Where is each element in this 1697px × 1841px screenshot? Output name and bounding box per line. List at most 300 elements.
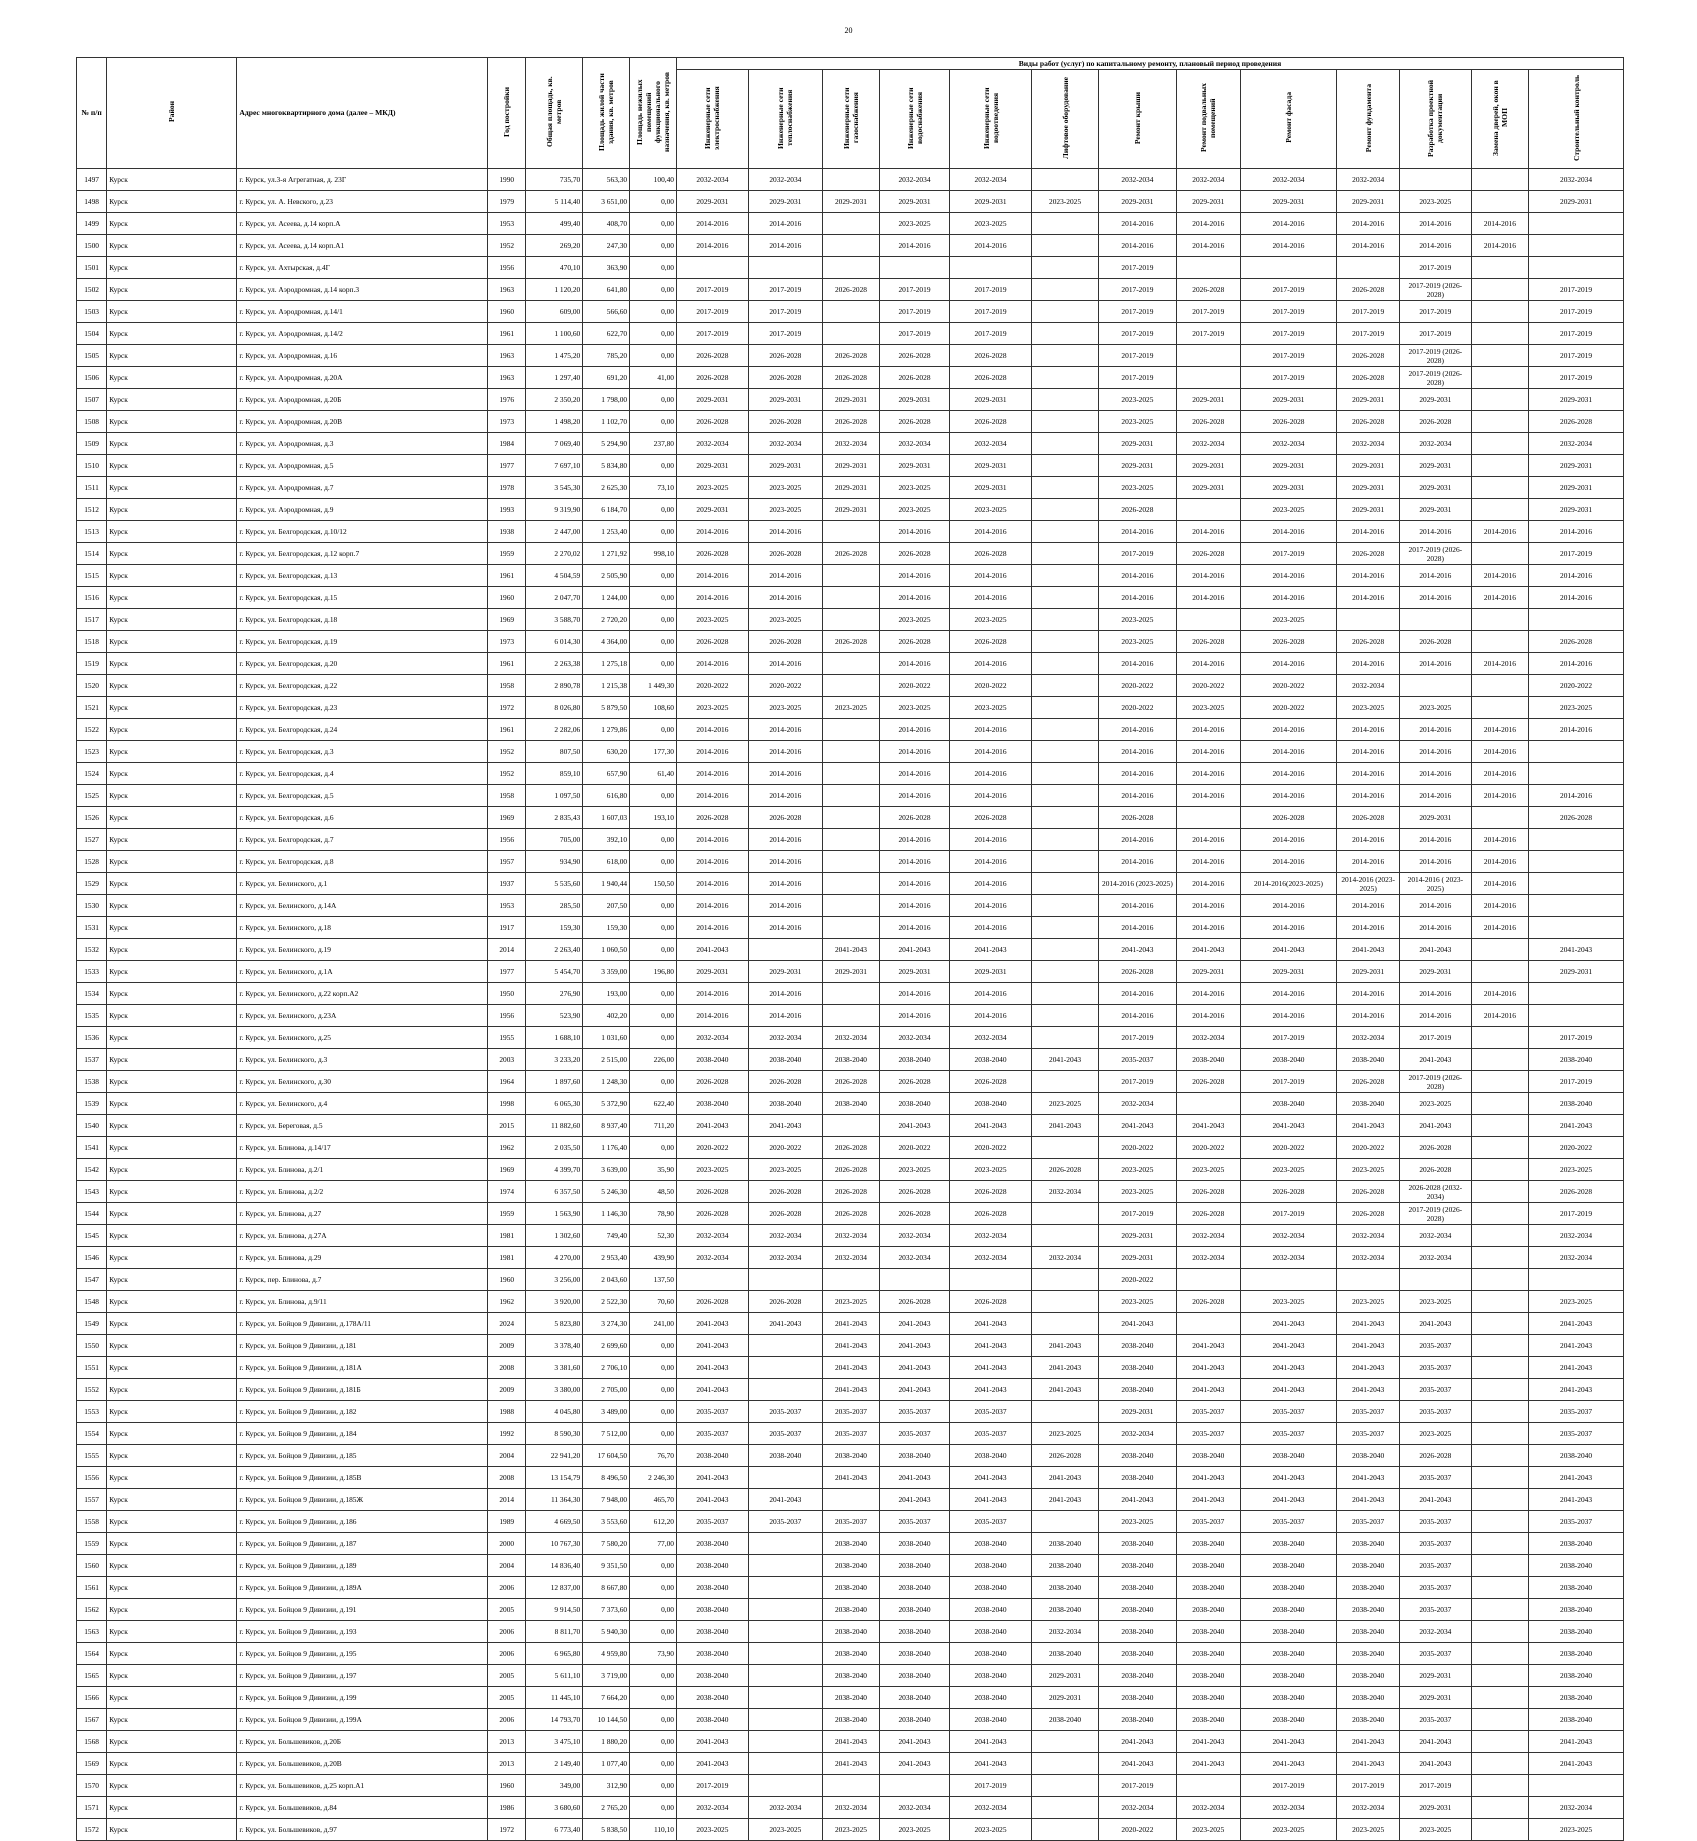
- table-cell: 2017-2019: [748, 301, 822, 323]
- table-cell: [822, 653, 879, 675]
- table-cell: 2029-2031: [1032, 1687, 1099, 1709]
- table-cell: 2026-2028: [822, 543, 879, 565]
- table-cell: [1471, 477, 1528, 499]
- table-cell: 1962: [488, 1137, 526, 1159]
- table-cell: 2038-2040: [1240, 1577, 1337, 1599]
- table-cell: 2038-2040: [1529, 1049, 1624, 1071]
- table-row: [77, 1445, 1624, 1467]
- table-cell: 2026-2028: [1240, 807, 1337, 829]
- table-cell: [1032, 169, 1099, 191]
- table-cell: [822, 741, 879, 763]
- table-cell: Курск: [107, 389, 237, 411]
- table-cell: 2 625,30: [583, 477, 630, 499]
- table-cell: 12 837,00: [525, 1577, 582, 1599]
- table-cell: 2029-2031: [1177, 477, 1241, 499]
- table-cell: 1528: [77, 851, 107, 873]
- table-cell: 2032-2034: [1399, 433, 1471, 455]
- table-cell: 0,00: [630, 1401, 677, 1423]
- table-cell: 1 302,60: [525, 1225, 582, 1247]
- table-cell: 2032-2034: [1240, 1797, 1337, 1819]
- table-cell: 2032-2034: [1337, 433, 1400, 455]
- table-row: [77, 1687, 1624, 1709]
- table-cell: 2041-2043: [1032, 1489, 1099, 1511]
- table-cell: [1529, 983, 1624, 1005]
- table-cell: [1032, 389, 1099, 411]
- table-cell: 2014-2016: [1399, 235, 1471, 257]
- table-cell: г. Курск, ул. Береговая, д.5: [237, 1115, 488, 1137]
- table-cell: 408,70: [583, 213, 630, 235]
- table-cell: [1032, 961, 1099, 983]
- table-cell: 2020-2022: [1529, 675, 1624, 697]
- table-cell: 1503: [77, 301, 107, 323]
- table-cell: 2014-2016: [1471, 1005, 1528, 1027]
- table-cell: 2029-2031: [880, 455, 950, 477]
- table-cell: 276,90: [525, 983, 582, 1005]
- table-cell: 2041-2043: [1529, 1489, 1624, 1511]
- table-cell: 2000: [488, 1533, 526, 1555]
- table-cell: 1536: [77, 1027, 107, 1049]
- table-cell: [1032, 1269, 1099, 1291]
- table-cell: г. Курск, ул. Аэродромная, д.14/2: [237, 323, 488, 345]
- table-cell: [1032, 1753, 1099, 1775]
- table-cell: 2032-2034: [1337, 1797, 1400, 1819]
- table-cell: 1 120,20: [525, 279, 582, 301]
- table-cell: 1986: [488, 1797, 526, 1819]
- table-cell: 2038-2040: [748, 1445, 822, 1467]
- table-cell: 2014-2016: [1240, 763, 1337, 785]
- table-cell: г. Курск, ул. Белгородская, д.20: [237, 653, 488, 675]
- table-cell: 2014-2016: [748, 1005, 822, 1027]
- table-cell: 622,40: [630, 1093, 677, 1115]
- table-cell: 2041-2043: [1098, 1115, 1176, 1137]
- table-cell: 2017-2019: [880, 279, 950, 301]
- table-cell: 1963: [488, 345, 526, 367]
- table-cell: 2032-2034: [677, 1247, 749, 1269]
- table-cell: [822, 235, 879, 257]
- table-cell: г. Курск, ул. Бойцов 9 Дивизии, д.195: [237, 1643, 488, 1665]
- table-cell: [748, 1357, 822, 1379]
- table-cell: [1471, 1687, 1528, 1709]
- table-cell: 711,20: [630, 1115, 677, 1137]
- table-cell: 2035-2037: [1529, 1423, 1624, 1445]
- table-cell: 2038-2040: [1529, 1665, 1624, 1687]
- table-cell: 2026-2028: [1337, 345, 1400, 367]
- table-cell: 1960: [488, 1269, 526, 1291]
- table-cell: 1561: [77, 1577, 107, 1599]
- table-cell: 2 706,10: [583, 1357, 630, 1379]
- table-cell: 2014-2016: [1098, 851, 1176, 873]
- table-cell: г. Курск, ул. Белинского, д.3: [237, 1049, 488, 1071]
- table-cell: 2035-2037: [1529, 1511, 1624, 1533]
- table-cell: 2014-2016: [1240, 983, 1337, 1005]
- table-cell: 4 669,50: [525, 1511, 582, 1533]
- table-cell: Курск: [107, 257, 237, 279]
- table-cell: 2041-2043: [1529, 939, 1624, 961]
- table-row: [77, 895, 1624, 917]
- table-cell: 2029-2031: [1177, 389, 1241, 411]
- table-cell: 2020-2022: [1098, 675, 1176, 697]
- table-cell: 2038-2040: [1098, 1467, 1176, 1489]
- table-cell: [1399, 609, 1471, 631]
- table-cell: 312,90: [583, 1775, 630, 1797]
- table-cell: 14 836,40: [525, 1555, 582, 1577]
- table-cell: 8 667,80: [583, 1577, 630, 1599]
- table-cell: 2014-2016: [1529, 587, 1624, 609]
- table-cell: 2041-2043: [1399, 1731, 1471, 1753]
- table-row: [77, 1665, 1624, 1687]
- table-cell: 465,70: [630, 1489, 677, 1511]
- table-cell: 2014-2016: [1337, 235, 1400, 257]
- table-cell: 2041-2043: [1240, 1753, 1337, 1775]
- table-cell: 2038-2040: [1337, 1445, 1400, 1467]
- table-cell: 2014-2016: [1471, 213, 1528, 235]
- table-cell: [748, 1731, 822, 1753]
- table-cell: Курск: [107, 1203, 237, 1225]
- table-cell: 2014-2016: [1240, 895, 1337, 917]
- table-row: [77, 1093, 1624, 1115]
- table-row: [77, 213, 1624, 235]
- table-cell: 2014-2016: [1471, 719, 1528, 741]
- table-cell: 2014-2016: [677, 1005, 749, 1027]
- table-cell: 2029-2031: [748, 389, 822, 411]
- table-cell: 1960: [488, 1775, 526, 1797]
- table-cell: 2014-2016: [1529, 653, 1624, 675]
- table-cell: 2017-2019: [1529, 279, 1624, 301]
- table-cell: 630,20: [583, 741, 630, 763]
- table-cell: 2014-2016: [880, 763, 950, 785]
- table-cell: 2038-2040: [1529, 1621, 1624, 1643]
- table-cell: Курск: [107, 1093, 237, 1115]
- table-row: [77, 1577, 1624, 1599]
- table-cell: 3 920,00: [525, 1291, 582, 1313]
- table-cell: 2014-2016: [1240, 653, 1337, 675]
- table-cell: 2014-2016: [1177, 917, 1241, 939]
- table-cell: 1972: [488, 1819, 526, 1841]
- table-cell: 2014-2016: [880, 851, 950, 873]
- table-cell: 2038-2040: [822, 1577, 879, 1599]
- table-cell: [822, 983, 879, 1005]
- table-cell: [1471, 1203, 1528, 1225]
- table-cell: 2013: [488, 1753, 526, 1775]
- table-cell: 2014-2016: [1529, 521, 1624, 543]
- table-cell: [1471, 367, 1528, 389]
- table-cell: 2035-2037: [748, 1423, 822, 1445]
- table-cell: [1032, 873, 1099, 895]
- table-cell: 6 184,70: [583, 499, 630, 521]
- table-cell: 2035-2037: [1399, 1533, 1471, 1555]
- table-cell: 470,10: [525, 257, 582, 279]
- col-header: Площадь жилой части здания, кв. метров: [597, 72, 616, 151]
- table-cell: 1542: [77, 1159, 107, 1181]
- table-cell: Курск: [107, 587, 237, 609]
- table-cell: 1531: [77, 917, 107, 939]
- table-row: [77, 829, 1624, 851]
- table-cell: [1032, 499, 1099, 521]
- table-cell: 2026-2028: [949, 1071, 1031, 1093]
- table-cell: [949, 1269, 1031, 1291]
- table-cell: 1953: [488, 213, 526, 235]
- table-cell: 2026-2028: [677, 1291, 749, 1313]
- table-cell: 2029-2031: [822, 477, 879, 499]
- table-cell: 2014-2016: [1177, 741, 1241, 763]
- table-cell: 2017-2019: [1399, 257, 1471, 279]
- table-cell: 0,00: [630, 1137, 677, 1159]
- table-cell: г. Курск, ул. Белинского, д.1А: [237, 961, 488, 983]
- table-cell: [1032, 1401, 1099, 1423]
- table-cell: 2014-2016: [1337, 741, 1400, 763]
- table-cell: 2014-2016: [880, 873, 950, 895]
- table-cell: [1337, 1269, 1400, 1291]
- table-cell: 1 271,92: [583, 543, 630, 565]
- table-cell: г. Курск, ул. Асеева, д.14 корп.А1: [237, 235, 488, 257]
- table-cell: г. Курск, ул. А. Невского, д.23: [237, 191, 488, 213]
- table-cell: г. Курск, ул. Бойцов 9 Дивизии, д.199: [237, 1687, 488, 1709]
- table-cell: г. Курск, ул. Аэродромная, д.20В: [237, 411, 488, 433]
- table-cell: [1177, 345, 1241, 367]
- col-header: Год постройки: [502, 86, 512, 137]
- table-cell: 2038-2040: [1177, 1643, 1241, 1665]
- table-cell: 1972: [488, 697, 526, 719]
- table-cell: 2029-2031: [1529, 389, 1624, 411]
- table-cell: 2023-2025: [949, 697, 1031, 719]
- table-cell: 2023-2025: [949, 609, 1031, 631]
- table-cell: 2017-2019: [1240, 1027, 1337, 1049]
- table-cell: 2014-2016: [949, 719, 1031, 741]
- table-cell: 2026-2028: [822, 1159, 879, 1181]
- table-cell: 2014-2016: [880, 653, 950, 675]
- table-cell: 2035-2037: [1399, 1357, 1471, 1379]
- table-cell: 2014-2016: [1098, 917, 1176, 939]
- table-cell: 2038-2040: [1032, 1577, 1099, 1599]
- table-cell: 2029-2031: [1529, 191, 1624, 213]
- table-cell: Курск: [107, 565, 237, 587]
- table-cell: 2041-2043: [1337, 1379, 1400, 1401]
- table-cell: 2023-2025: [880, 213, 950, 235]
- table-cell: 1524: [77, 763, 107, 785]
- table-cell: 2014-2016: [1240, 917, 1337, 939]
- table-cell: 2014-2016 ( 2023-2025): [1399, 873, 1471, 895]
- table-cell: 2008: [488, 1357, 526, 1379]
- table-cell: [1471, 1313, 1528, 1335]
- table-cell: 2041-2043: [1177, 1731, 1241, 1753]
- table-cell: 2014-2016: [1471, 785, 1528, 807]
- table-cell: 2014-2016: [1471, 565, 1528, 587]
- table-cell: 2035-2037: [949, 1401, 1031, 1423]
- table-cell: 1517: [77, 609, 107, 631]
- table-cell: 2035-2037: [1177, 1401, 1241, 1423]
- table-cell: 2014-2016: [949, 587, 1031, 609]
- table-cell: 2038-2040: [949, 1709, 1031, 1731]
- col-header: № п/п: [77, 58, 107, 169]
- page-number: 20: [844, 26, 853, 35]
- table-cell: г. Курск, ул. Блинова, д.2/2: [237, 1181, 488, 1203]
- table-cell: 2038-2040: [1240, 1049, 1337, 1071]
- table-cell: 2041-2043: [1240, 1357, 1337, 1379]
- table-cell: 2029-2031: [880, 389, 950, 411]
- table-cell: 2041-2043: [949, 1731, 1031, 1753]
- table-cell: 2026-2028: [748, 367, 822, 389]
- table-cell: Курск: [107, 675, 237, 697]
- table-cell: 1 563,90: [525, 1203, 582, 1225]
- table-cell: г. Курск, ул. Большевиков, д.97: [237, 1819, 488, 1841]
- table-cell: 2029-2031: [748, 191, 822, 213]
- table-cell: 1973: [488, 411, 526, 433]
- table-cell: 2038-2040: [1529, 1445, 1624, 1467]
- table-cell: 2014-2016: [1098, 983, 1176, 1005]
- table-cell: 4 045,80: [525, 1401, 582, 1423]
- table-cell: 0,00: [630, 587, 677, 609]
- table-cell: [1529, 1775, 1624, 1797]
- table-cell: 2023-2025: [748, 697, 822, 719]
- table-cell: г. Курск, ул. Бойцов 9 Дивизии, д.182: [237, 1401, 488, 1423]
- table-cell: 2026-2028: [880, 367, 950, 389]
- table-cell: 1969: [488, 609, 526, 631]
- table-cell: 0,00: [630, 1775, 677, 1797]
- table-row: [77, 873, 1624, 895]
- table-cell: 0,00: [630, 939, 677, 961]
- table-cell: 1518: [77, 631, 107, 653]
- table-cell: 2032-2034: [1337, 169, 1400, 191]
- table-cell: 2014-2016: [1399, 895, 1471, 917]
- table-cell: 2032-2034: [1529, 1247, 1624, 1269]
- table-row: [77, 1137, 1624, 1159]
- table-row: [77, 1731, 1624, 1753]
- table-cell: 2035-2037: [1337, 1511, 1400, 1533]
- table-cell: г. Курск, ул. Бойцов 9 Дивизии, д.178А/11: [237, 1313, 488, 1335]
- table-row: [77, 1511, 1624, 1533]
- table-cell: 11 882,60: [525, 1115, 582, 1137]
- table-cell: 0,00: [630, 609, 677, 631]
- table-cell: 2014-2016: [880, 521, 950, 543]
- table-cell: 0,00: [630, 1071, 677, 1093]
- table-cell: 2017-2019: [880, 301, 950, 323]
- table-cell: 2041-2043: [1177, 1115, 1241, 1137]
- table-cell: 1505: [77, 345, 107, 367]
- table-row: [77, 1071, 1624, 1093]
- table-cell: 2014-2016: [949, 565, 1031, 587]
- table-cell: 5 454,70: [525, 961, 582, 983]
- table-cell: 1 176,40: [583, 1137, 630, 1159]
- table-cell: 2029-2031: [822, 191, 879, 213]
- table-cell: 2020-2022: [880, 1137, 950, 1159]
- table-cell: 2038-2040: [949, 1643, 1031, 1665]
- table-cell: 2029-2031: [1098, 191, 1176, 213]
- table-cell: 1497: [77, 169, 107, 191]
- table-cell: [822, 587, 879, 609]
- table-cell: 2038-2040: [1240, 1709, 1337, 1731]
- table-cell: 2023-2025: [1399, 1291, 1471, 1313]
- table-cell: 2023-2025: [1240, 1819, 1337, 1841]
- table-cell: 2041-2043: [1032, 1049, 1099, 1071]
- table-cell: 1511: [77, 477, 107, 499]
- table-cell: 2041-2043: [1098, 1313, 1176, 1335]
- table-cell: 2026-2028: [822, 345, 879, 367]
- table-cell: 0,00: [630, 895, 677, 917]
- table-cell: Курск: [107, 873, 237, 895]
- table-cell: 2023-2025: [1337, 1291, 1400, 1313]
- table-cell: 2017-2019: [1240, 301, 1337, 323]
- table-cell: 2041-2043: [1032, 1467, 1099, 1489]
- table-cell: 2014-2016: [1098, 1005, 1176, 1027]
- table-cell: 2026-2028: [1399, 411, 1471, 433]
- table-cell: 2026-2028: [822, 1071, 879, 1093]
- table-cell: 2026-2028: [949, 807, 1031, 829]
- table-cell: 1500: [77, 235, 107, 257]
- table-cell: 2032-2034: [1032, 1247, 1099, 1269]
- table-cell: 2026-2028: [748, 411, 822, 433]
- table-cell: 2014-2016: [1471, 653, 1528, 675]
- table-cell: 2038-2040: [822, 1533, 879, 1555]
- table-cell: 2038-2040: [677, 1621, 749, 1643]
- table-cell: 2032-2034: [748, 1225, 822, 1247]
- table-cell: 1958: [488, 785, 526, 807]
- table-cell: 0,00: [630, 1027, 677, 1049]
- table-cell: г. Курск, ул. Блинова, д.14/17: [237, 1137, 488, 1159]
- table-cell: г. Курск, ул. Большевиков, д.84: [237, 1797, 488, 1819]
- table-cell: 1512: [77, 499, 107, 521]
- table-cell: Курск: [107, 1467, 237, 1489]
- table-cell: [1032, 851, 1099, 873]
- table-cell: 2032-2034: [822, 1027, 879, 1049]
- table-cell: 2014-2016: [1471, 983, 1528, 1005]
- table-cell: 2 263,38: [525, 653, 582, 675]
- table-cell: 1952: [488, 741, 526, 763]
- table-cell: 2017-2019: [1399, 1775, 1471, 1797]
- table-cell: 2 505,90: [583, 565, 630, 587]
- table-cell: [1471, 1533, 1528, 1555]
- table-cell: [748, 1379, 822, 1401]
- table-cell: Курск: [107, 477, 237, 499]
- table-cell: 2014-2016: [748, 917, 822, 939]
- table-cell: [1471, 1225, 1528, 1247]
- table-cell: 1535: [77, 1005, 107, 1027]
- table-cell: Курск: [107, 1115, 237, 1137]
- table-cell: 2029-2031: [677, 455, 749, 477]
- table-cell: 2 705,00: [583, 1379, 630, 1401]
- table-cell: 7 373,60: [583, 1599, 630, 1621]
- table-cell: [822, 1269, 879, 1291]
- table-cell: 2023-2025: [880, 1819, 950, 1841]
- table-cell: 3 256,00: [525, 1269, 582, 1291]
- table-cell: 2038-2040: [1098, 1533, 1176, 1555]
- table-cell: 2029-2031: [949, 389, 1031, 411]
- table-cell: 2041-2043: [1399, 1049, 1471, 1071]
- table-cell: [1032, 235, 1099, 257]
- table-cell: 2020-2022: [1177, 675, 1241, 697]
- table-cell: 2020-2022: [949, 1137, 1031, 1159]
- table-cell: 1554: [77, 1423, 107, 1445]
- table-cell: 2026-2028: [748, 345, 822, 367]
- table-cell: 2014-2016: [1177, 521, 1241, 543]
- table-cell: 159,30: [525, 917, 582, 939]
- table-cell: 2014-2016: [677, 873, 749, 895]
- table-cell: 2017-2019: [1098, 1027, 1176, 1049]
- table-cell: [822, 1005, 879, 1027]
- table-cell: 2038-2040: [1098, 1555, 1176, 1577]
- table-cell: 2029-2031: [1399, 961, 1471, 983]
- table-cell: [822, 1775, 879, 1797]
- table-cell: 2041-2043: [677, 1731, 749, 1753]
- table-cell: 2032-2034: [677, 169, 749, 191]
- table-cell: 2014-2016: [1399, 917, 1471, 939]
- table-cell: 691,20: [583, 367, 630, 389]
- table-cell: 2041-2043: [677, 1753, 749, 1775]
- table-cell: [748, 1577, 822, 1599]
- table-cell: 2041-2043: [949, 1753, 1031, 1775]
- table-cell: 2017-2019: [1529, 367, 1624, 389]
- table-cell: 5 246,30: [583, 1181, 630, 1203]
- table-cell: 2029-2031: [1399, 1665, 1471, 1687]
